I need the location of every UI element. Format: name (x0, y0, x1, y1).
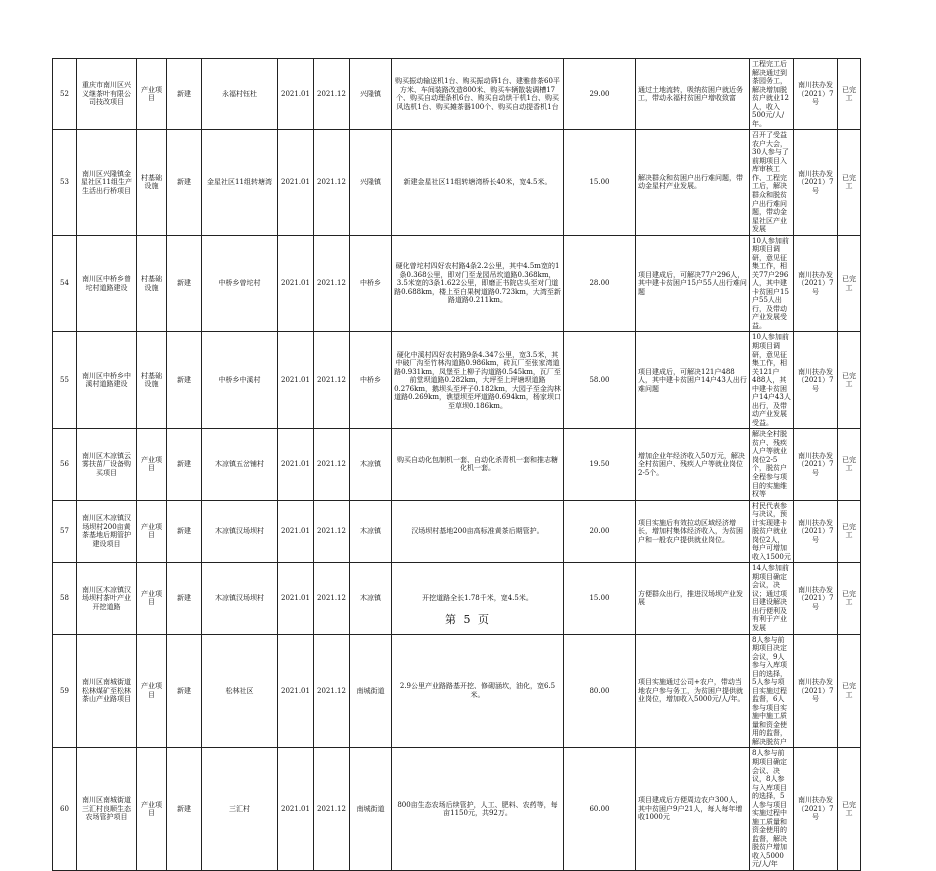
benefit-mechanism-cell: 14人参加前期项目确定会议，决议；通过项目建设解决出行便利及有利于产业发展 (750, 563, 794, 634)
start-date-cell: 2021.01 (278, 563, 314, 634)
project-name-cell: 南川区兴隆镇金星社区11组生产生活出行桥项目 (77, 130, 137, 235)
benefit-mechanism-cell: 8人参与前期项目确定会议、决议，8人参与入库项目的选择，5人参与项目实施过程中施工质量和资金使用的监督，解决脱贫户增加收入5000元/人/年 (750, 748, 794, 870)
location-cell: 木凉镇汉场坝村 (202, 563, 278, 634)
responsible-unit-cell: 中桥乡 (350, 332, 392, 429)
construction-content-cell: 硬化曾坨村四好农村路4条2.2公里，其中4.5m宽的1条0.368公里，即对门至龙园吊坎道路0.368km，3.5米宽的3条1.622公里，即磨正书院店头至对门道路0.688km，楼上至白果树道路0.723km，大湾至新路道路0.211km。 (392, 235, 564, 332)
performance-target-cell: 项目建成后，可解决121户488人，其中建卡贫困户14户43人出行难问题 (636, 332, 750, 429)
responsible-unit-cell: 木凉镇 (350, 500, 392, 563)
end-date-cell: 2021.12 (314, 500, 350, 563)
project-name-cell: 南川区中桥乡曾坨村道路建设 (77, 235, 137, 332)
construction-content-cell: 800亩生态农场后续管护，人工、肥料、农药等，每亩1150元，共92万。 (392, 748, 564, 870)
end-date-cell: 2021.12 (314, 332, 350, 429)
benefit-mechanism-cell: 解决全村脱贫户、残疾人户等就业岗位2-5个，脱贫户全程参与项目的实施维权等 (750, 429, 794, 500)
construction-content-cell: 开挖道路全长1.78千米，宽4.5米。 (392, 563, 564, 634)
row-number: 58 (53, 563, 77, 634)
project-name-cell: 重庆市南川区兴义继茶叶有限公司技改项目 (77, 59, 137, 130)
funds-amount-cell: 80.00 (564, 634, 636, 748)
row-number: 54 (53, 235, 77, 332)
end-date-cell: 2021.12 (314, 130, 350, 235)
completion-status-cell: 已完工 (838, 235, 861, 332)
project-type-cell: 村基础设施 (137, 235, 167, 332)
start-date-cell: 2021.01 (278, 332, 314, 429)
start-date-cell: 2021.01 (278, 235, 314, 332)
project-name-cell: 南川区木凉镇汉场坝村200亩黄茶基地后期管护建设项目 (77, 500, 137, 563)
start-date-cell: 2021.01 (278, 59, 314, 130)
responsible-unit-cell: 中桥乡 (350, 235, 392, 332)
construction-content-cell: 硬化中溪村四好农村路9条4.347公里，宽3.5米，其中破厂沟至竹林沟道路0.986km，砖瓦厂至张家湾道路0.931km，凤堡至上柳子沟道路0.545km，瓦厂至前堂坝道路0.282km，大坪至上坪塘坝道路0.276km，鹅坝头至坪子0.182km，大园子至金沟林道路0.269km，谯望坝至坪道路0.694km，杨家坝口至草坝0.186km。 (392, 332, 564, 429)
funds-amount-cell: 19.50 (564, 429, 636, 500)
responsible-unit-cell: 木凉镇 (350, 429, 392, 500)
location-cell: 木凉镇五岔铺村 (202, 429, 278, 500)
page-number: 第 5 页 (445, 613, 491, 626)
completion-status-cell: 已完工 (838, 130, 861, 235)
approval-document-cell: 南川扶办发（2021）7号 (794, 235, 838, 332)
completion-status-cell: 已完工 (838, 429, 861, 500)
row-number: 59 (53, 634, 77, 748)
approval-document-cell: 南川扶办发（2021）7号 (794, 332, 838, 429)
approval-document-cell: 南川扶办发（2021）7号 (794, 634, 838, 748)
project-name-cell: 南川区南城街道三汇村良顺生态农场管护项目 (77, 748, 137, 870)
responsible-unit-cell: 南城街道 (350, 748, 392, 870)
construction-nature-cell: 新建 (167, 130, 202, 235)
performance-target-cell: 项目实施后有效拉动区域经济增长，增加村集体经济收入，为贫困户和一般农户提供就业岗位。 (636, 500, 750, 563)
construction-nature-cell: 新建 (167, 500, 202, 563)
row-number: 53 (53, 130, 77, 235)
construction-nature-cell: 新建 (167, 563, 202, 634)
funds-amount-cell: 28.00 (564, 235, 636, 332)
performance-target-cell: 项目建成后，可解决77户296人，其中建卡贫困户15户55人出行难问题 (636, 235, 750, 332)
completion-status-cell: 已完工 (838, 563, 861, 634)
responsible-unit-cell: 兴隆镇 (350, 59, 392, 130)
end-date-cell: 2021.12 (314, 59, 350, 130)
project-type-cell: 村基础设施 (137, 332, 167, 429)
funds-amount-cell: 60.00 (564, 748, 636, 870)
project-type-cell: 产业项目 (137, 429, 167, 500)
table-row (53, 429, 861, 500)
performance-target-cell: 项目建成后方便周边农户300人，其中贫困户9户21人，每人每年增收1000元 (636, 748, 750, 870)
table-row (53, 332, 861, 429)
location-cell: 三汇村 (202, 748, 278, 870)
completion-status-cell: 已完工 (838, 500, 861, 563)
construction-content-cell: 购买自动化包制机一套、自动化杀青机一套和推志糖化机一套。 (392, 429, 564, 500)
benefit-mechanism-cell: 10人参加前期项目调研，意见征集工作，相关77户296人，其中建卡贫困户15户55人出行，及带动产业发展受益。 (750, 235, 794, 332)
performance-target-cell: 解决群众和贫困户出行难问题，带动金星村产业发展。 (636, 130, 750, 235)
benefit-mechanism-cell: 召开了受益农户大会，30人参与了前期项目入库审核工作、工程完工后，解决群众和脱贫户出行难问题，带动金星社区产业发展 (750, 130, 794, 235)
performance-target-cell: 通过土地流转，吸纳贫困户就近务工，带动永福村贫困户增收致富 (636, 59, 750, 130)
approval-document-cell: 南川扶办发（2021）7号 (794, 748, 838, 870)
location-cell: 永福村钰杜 (202, 59, 278, 130)
construction-nature-cell: 新建 (167, 748, 202, 870)
location-cell: 中桥乡曾坨村 (202, 235, 278, 332)
completion-status-cell: 已完工 (838, 634, 861, 748)
row-number: 55 (53, 332, 77, 429)
end-date-cell: 2021.12 (314, 429, 350, 500)
approval-document-cell: 南川扶办发（2021）7号 (794, 500, 838, 563)
project-name-cell: 南川区木凉镇云雾扶苗厂设备购买项目 (77, 429, 137, 500)
start-date-cell: 2021.01 (278, 634, 314, 748)
construction-content-cell: 汉场坝村基地200亩高标准黄茶后期管护。 (392, 500, 564, 563)
project-name-cell: 南川区木凉镇汉场坝村茶叶产业开挖道路 (77, 563, 137, 634)
funds-amount-cell: 15.00 (564, 130, 636, 235)
completion-status-cell: 已完工 (838, 59, 861, 130)
responsible-unit-cell: 南城街道 (350, 634, 392, 748)
funds-amount-cell: 15.00 (564, 563, 636, 634)
start-date-cell: 2021.01 (278, 130, 314, 235)
project-name-cell: 南川区中桥乡中溪村道路建设 (77, 332, 137, 429)
construction-nature-cell: 新建 (167, 59, 202, 130)
performance-target-cell: 方便群众出行，推进汉场坝产业发展 (636, 563, 750, 634)
end-date-cell: 2021.12 (314, 634, 350, 748)
construction-nature-cell: 新建 (167, 235, 202, 332)
performance-target-cell: 项目实施通过公司+农户，带动当地农户参与务工，为贫困户提供就业岗位，增加收入5000元/人/年。 (636, 634, 750, 748)
benefit-mechanism-cell: 村民代表参与决议，预计实现建卡脱贫户就业岗位2人，每户可增加收入1500元 (750, 500, 794, 563)
performance-target-cell: 增加企业年经济收入50万元，解决全村贫困户、残疾人户等就业岗位2-5个。 (636, 429, 750, 500)
approval-document-cell: 南川扶办发（2021）7号 (794, 130, 838, 235)
table-row (53, 130, 861, 235)
end-date-cell: 2021.12 (314, 563, 350, 634)
project-type-cell: 村基础设施 (137, 130, 167, 235)
table-row (53, 500, 861, 563)
location-cell: 松林社区 (202, 634, 278, 748)
project-type-cell: 产业项目 (137, 59, 167, 130)
construction-nature-cell: 新建 (167, 332, 202, 429)
construction-nature-cell: 新建 (167, 634, 202, 748)
project-type-cell: 产业项目 (137, 563, 167, 634)
location-cell: 金星社区11组转塘湾 (202, 130, 278, 235)
construction-content-cell: 新建金星社区11组转塘湾桥长40米，宽4.5米。 (392, 130, 564, 235)
approval-document-cell: 南川扶办发（2021）7号 (794, 563, 838, 634)
location-cell: 木凉镇汉场坝村 (202, 500, 278, 563)
benefit-mechanism-cell: 8人参与前期项目决定会议，9人参与入库项目的选择，5人参与项目实施过程监督，6人参与项目实施中施工质量和资金使用的监督，解决脱贫户 (750, 634, 794, 748)
start-date-cell: 2021.01 (278, 429, 314, 500)
completion-status-cell: 已完工 (838, 332, 861, 429)
table-row (53, 748, 861, 870)
completion-status-cell: 已完工 (838, 748, 861, 870)
funds-amount-cell: 20.00 (564, 500, 636, 563)
responsible-unit-cell: 木凉镇 (350, 563, 392, 634)
benefit-mechanism-cell: 工程完工后解决通过到茶园务工，解决增加脱贫户就业12人，收入500元/人/年。 (750, 59, 794, 130)
approval-document-cell: 南川扶办发（2021）7号 (794, 429, 838, 500)
construction-nature-cell: 新建 (167, 429, 202, 500)
start-date-cell: 2021.01 (278, 748, 314, 870)
location-cell: 中桥乡中溪村 (202, 332, 278, 429)
row-number: 60 (53, 748, 77, 870)
project-type-cell: 产业项目 (137, 634, 167, 748)
project-name-cell: 南川区南城街道松林煤矿至松林茶山产业路项目 (77, 634, 137, 748)
project-type-cell: 产业项目 (137, 500, 167, 563)
project-table (52, 58, 861, 871)
table-row (53, 634, 861, 748)
end-date-cell: 2021.12 (314, 235, 350, 332)
row-number: 57 (53, 500, 77, 563)
approval-document-cell: 南川扶办发（2021）7号 (794, 59, 838, 130)
construction-content-cell: 2.9公里产业路路基开挖、修砌涵坎，油化，宽6.5米。 (392, 634, 564, 748)
table-row (53, 235, 861, 332)
funds-amount-cell: 58.00 (564, 332, 636, 429)
construction-content-cell: 购买振动输送机1台、购买振动筛1台、建雅普茶60平方米、车间装路改造800米、购买车辆散装调槽17个、购买自动理条机6台、购买自动烘干机1台、购买风选机1台、购买摊茶器100个、购买自动提香机1台 (392, 59, 564, 130)
row-number: 52 (53, 59, 77, 130)
row-number: 56 (53, 429, 77, 500)
start-date-cell: 2021.01 (278, 500, 314, 563)
end-date-cell: 2021.12 (314, 748, 350, 870)
responsible-unit-cell: 兴隆镇 (350, 130, 392, 235)
project-type-cell: 产业项目 (137, 748, 167, 870)
funds-amount-cell: 29.00 (564, 59, 636, 130)
benefit-mechanism-cell: 10人参加前期项目调研，意见征集工作，相关121户488人，其中建卡贫困户14户43人出行，及带动产业发展受益。 (750, 332, 794, 429)
table-row (53, 59, 861, 130)
